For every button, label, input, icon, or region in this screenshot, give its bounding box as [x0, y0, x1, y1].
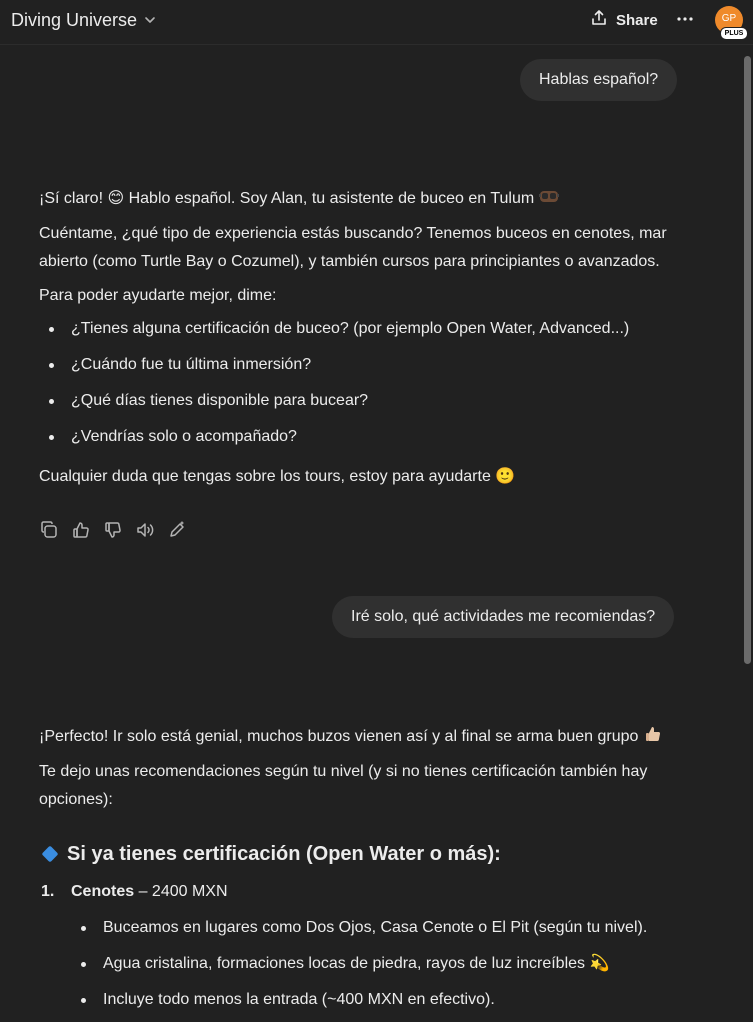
edit-icon[interactable] [167, 520, 187, 540]
question-list [39, 311, 689, 455]
message-paragraph: ¡Sí claro! 😊 Hablo español. Soy Alan, tu asistente de buceo en Tulum [39, 184, 689, 214]
more-options-icon[interactable] [675, 9, 695, 29]
list-item: Incluye todo menos la entrada (~400 MXN en efectivo). [71, 982, 647, 1018]
thumbs-up-emoji [643, 724, 663, 755]
blue-diamond-icon [42, 846, 59, 863]
list-item: 1. Cenotes – 2400 MXN [41, 883, 228, 900]
list-item: ¿Vendrías solo o acompañado? [39, 419, 689, 455]
message-paragraph: Para poder ayudarte mejor, dime: [39, 287, 277, 304]
copy-icon[interactable] [39, 520, 59, 540]
share-label: Share [616, 11, 658, 29]
message-paragraph: Te dejo unas recomendaciones según tu nivel (y si no tienes certificación también hay opciones): [39, 763, 648, 808]
top-bar [0, 0, 753, 45]
assistant-message [39, 184, 689, 491]
message-actions [39, 520, 187, 540]
diving-mask-icon [539, 187, 559, 217]
list-item: Buceamos en lugares como Dos Ojos, Casa Cenote o El Pit (según tu nivel). [71, 910, 647, 946]
assistant-message [39, 722, 689, 814]
message-paragraph: Cualquier duda que tengas sobre los tours, estoy para ayudarte 🙂 [39, 468, 516, 485]
message-paragraph: ¡Perfecto! Ir solo está genial, muchos buzos vienen así y al final se arma buen grupo [39, 722, 689, 752]
list-item: Agua cristalina, formaciones locas de piedra, rayos de luz increíbles 💫 [71, 946, 647, 982]
chevron-down-icon [143, 13, 157, 27]
thumbs-up-icon[interactable] [71, 520, 91, 540]
plan-badge: PLUS [720, 27, 748, 40]
share-icon [590, 9, 608, 31]
share-button[interactable] [590, 8, 658, 32]
user-message: Iré solo, qué actividades me recomiendas? [332, 596, 674, 638]
message-paragraph: Cuéntame, ¿qué tipo de experiencia estás buscando? Tenemos buceos en cenotes, mar abierto (como Turtle Bay o Cozumel), y también cursos para principiantes o avanzados. [39, 225, 667, 270]
chat-title: Diving Universe [11, 9, 138, 30]
avatar[interactable]: GP [715, 6, 743, 34]
list-item: ¿Cuándo fue tu última inmersión? [39, 347, 689, 383]
item-price: – 2400 MXN [134, 883, 228, 900]
read-aloud-icon[interactable] [135, 520, 155, 540]
list-item: ¿Qué días tienes disponible para bucear? [39, 383, 689, 419]
section-heading: Si ya tienes certificación (Open Water o más): [41, 840, 501, 868]
model-selector[interactable] [11, 8, 157, 32]
user-message: Hablas español? [520, 59, 677, 101]
item-name: Cenotes [71, 883, 135, 900]
thumbs-down-icon[interactable] [103, 520, 123, 540]
list-item: ¿Tienes alguna certificación de buceo? (por ejemplo Open Water, Advanced...) [39, 311, 689, 347]
item-details [71, 910, 647, 1018]
scrollbar-thumb[interactable] [744, 56, 751, 664]
